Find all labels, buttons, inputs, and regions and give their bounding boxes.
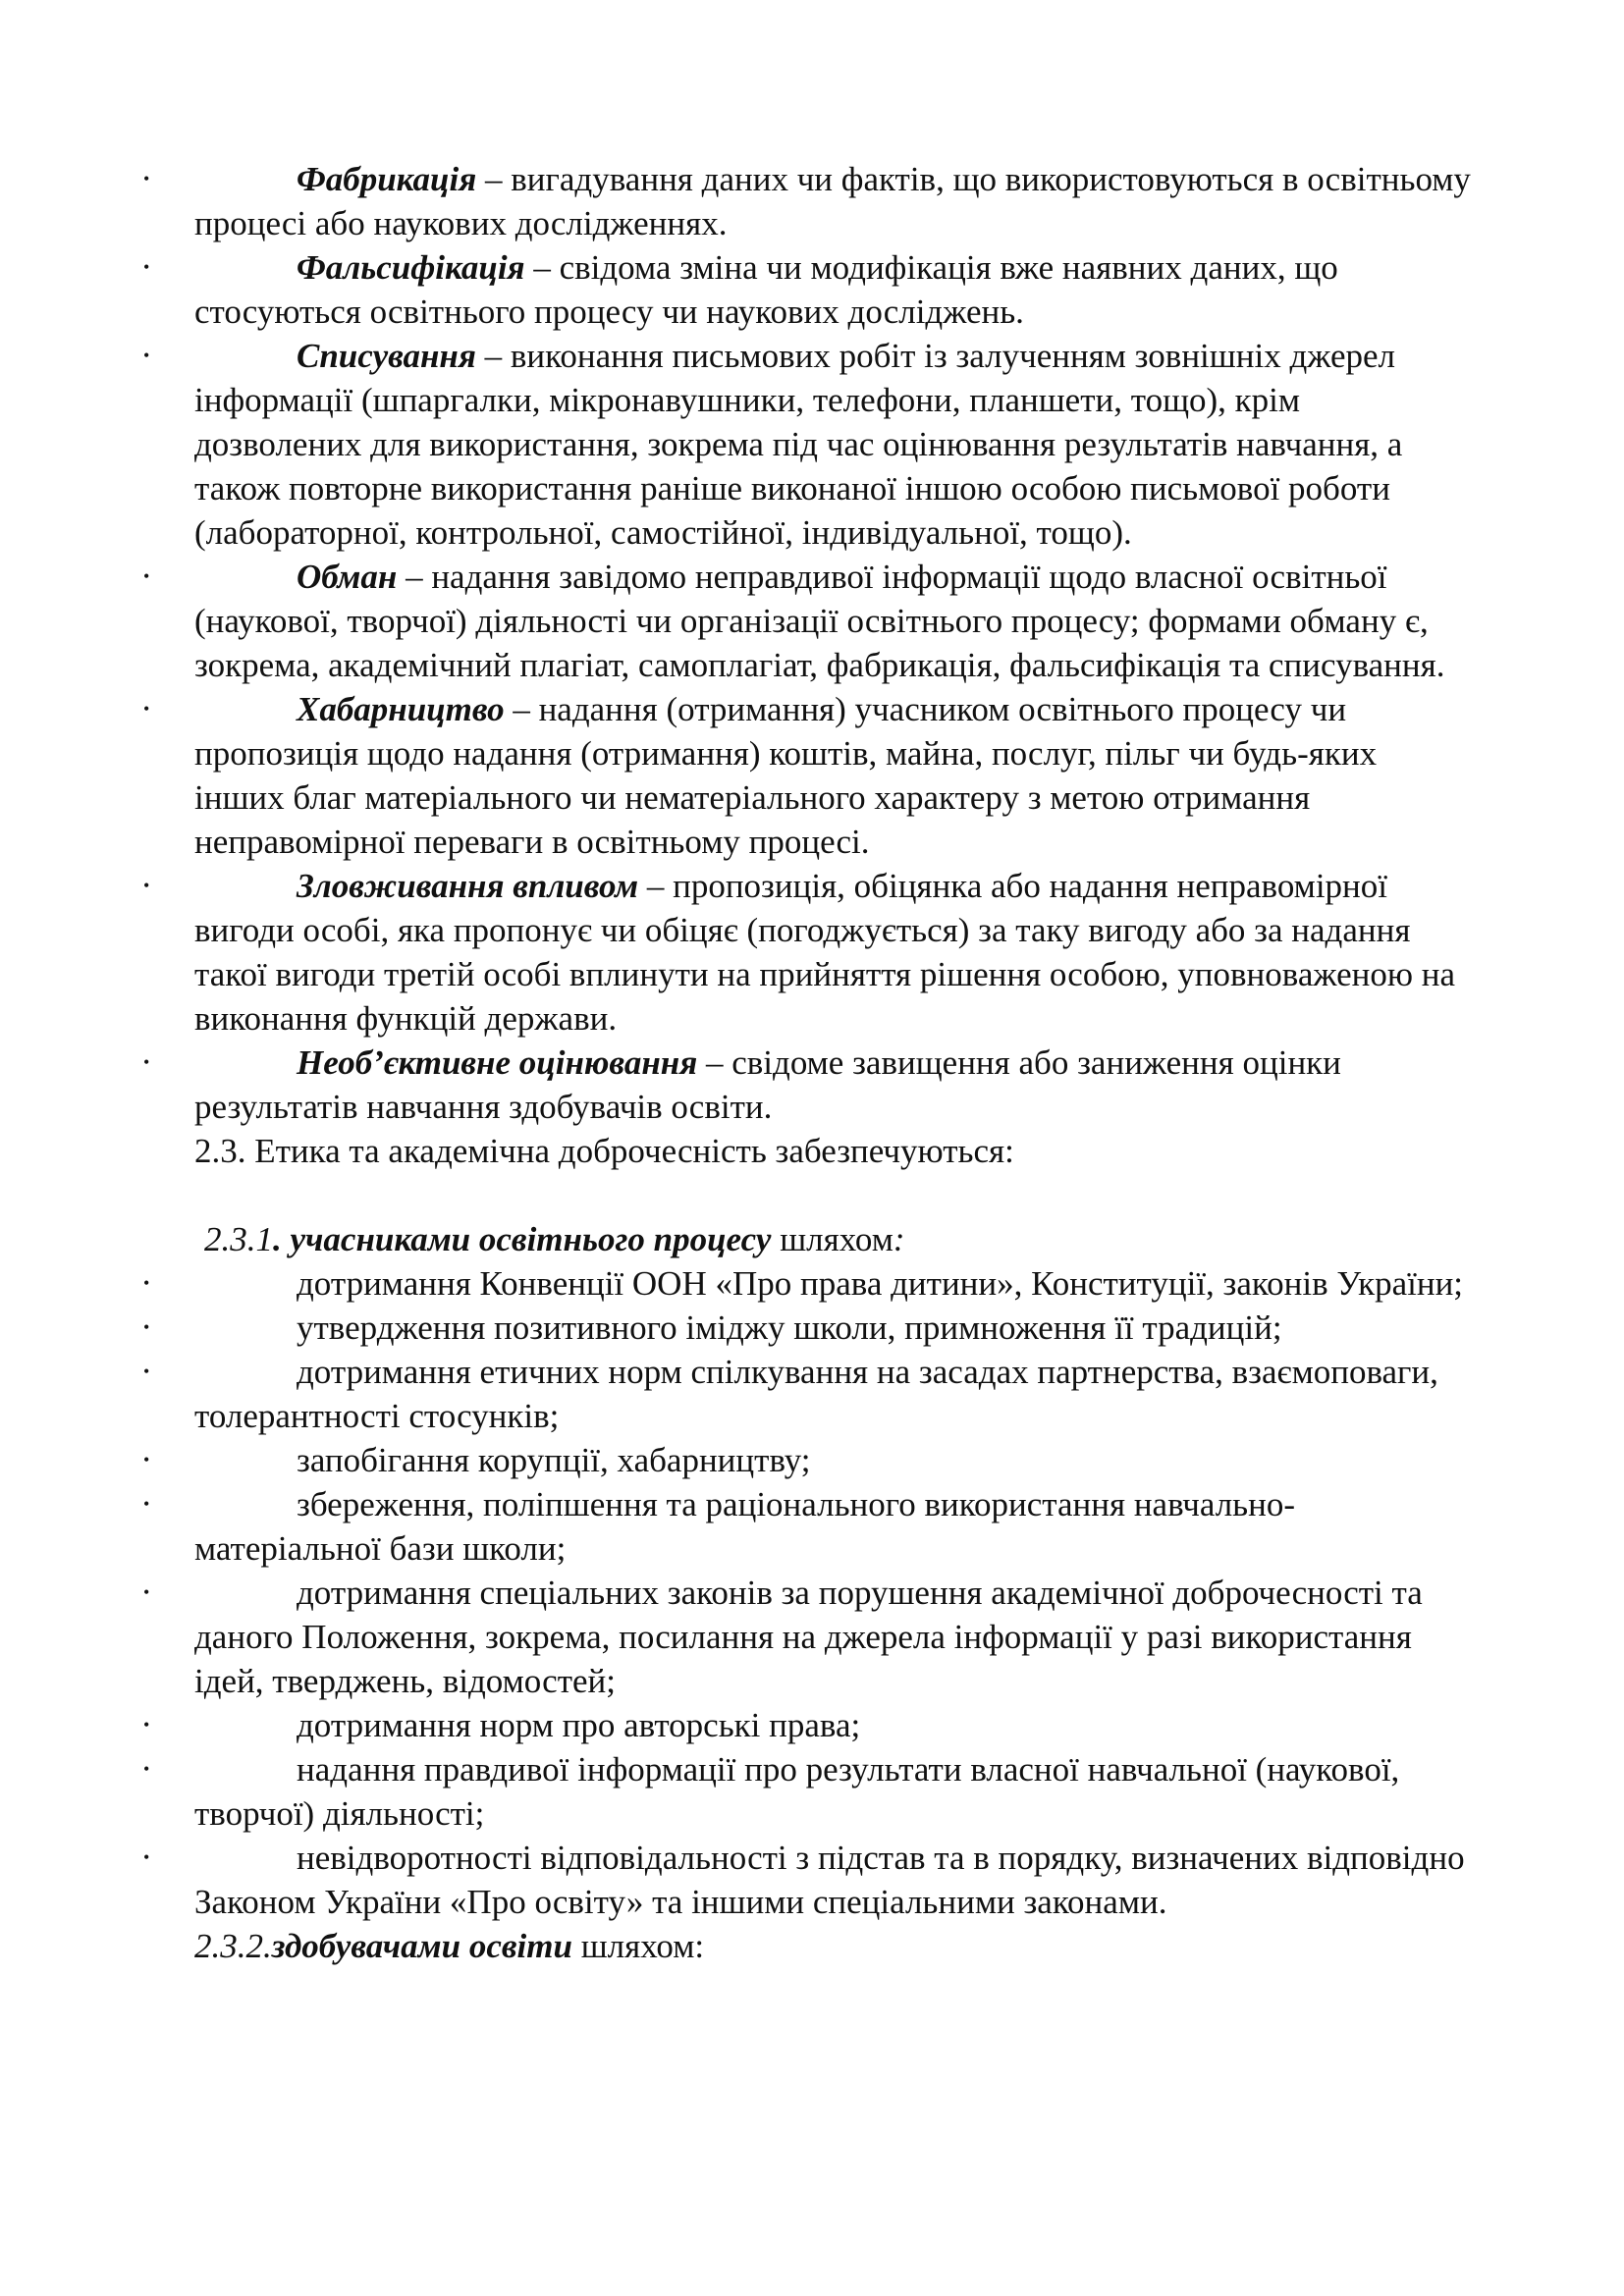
definition-item bbox=[143, 157, 1471, 245]
blank-line bbox=[194, 1173, 1471, 1217]
definition-term: Фабрикація bbox=[297, 160, 477, 198]
definition-separator: – bbox=[504, 690, 539, 728]
duty-item bbox=[143, 1747, 1471, 1836]
bullet-marker: • bbox=[143, 1582, 150, 1602]
definitions-list bbox=[143, 157, 1471, 1129]
definition-text: надання (отримання) учасником освітнього процесу чи пропозиція щодо надання (отримання) коштів, майна, послуг, пільг чи будь-яких інших благ матеріального чи нематеріального характеру з метою отримання неправомірної переваги в освітньому процесі. bbox=[194, 690, 1378, 861]
bullet-marker: • bbox=[143, 1317, 150, 1337]
subsection-colon: : bbox=[893, 1220, 905, 1258]
duty-item bbox=[143, 1571, 1471, 1703]
definition-item bbox=[143, 864, 1471, 1041]
definition-text: надання завідомо неправдивої інформації щодо власної освітньої (наукової, творчої) діяльності чи організації освітнього процесу; формами обману є, зокрема, академічний плагіат, самоплагіат, фабрикація, фальсифікація та списування. bbox=[194, 558, 1445, 684]
definition-separator: – bbox=[697, 1043, 732, 1082]
duty-item bbox=[143, 1703, 1471, 1747]
definition-item bbox=[143, 245, 1471, 334]
definition-term: Необ’єктивне оцінювання bbox=[297, 1043, 698, 1082]
duty-item bbox=[143, 1350, 1471, 1438]
definition-text: свідоме завищення або заниження оцінки результатів навчання здобувачів освіти. bbox=[194, 1043, 1341, 1126]
subsection-label: учасниками освітнього процесу bbox=[290, 1220, 772, 1258]
bullet-marker: • bbox=[143, 1362, 150, 1381]
definition-item bbox=[143, 555, 1471, 687]
definition-item bbox=[143, 687, 1471, 864]
definition-separator: – bbox=[638, 867, 674, 905]
subsection-label: здобувачами освіти bbox=[271, 1927, 572, 1965]
definition-text: виконання письмових робіт із залученням зовнішніх джерел інформації (шпаргалки, мікронавушники, телефони, планшети, тощо), крім дозволених для використання, зокрема під час оцінювання результатів навчання, а також повторне використання раніше виконаної іншою особою письмової роботи (лабораторної, контрольної, самостійної, індивідуальної, тощо). bbox=[194, 337, 1403, 552]
duty-item bbox=[143, 1482, 1471, 1571]
subsection-number: 2.3.2. bbox=[194, 1927, 272, 1965]
subsection-dot: . bbox=[273, 1220, 291, 1258]
duty-text: надання правдивої інформації про результати власної навчальної (наукової, творчої) діяльності; bbox=[194, 1750, 1400, 1833]
definition-separator: – bbox=[475, 337, 511, 375]
bullet-marker: • bbox=[143, 1052, 150, 1072]
participant-duties-list bbox=[143, 1261, 1471, 1924]
bullet-marker: • bbox=[143, 1494, 150, 1514]
bullet-marker: • bbox=[143, 257, 150, 277]
bullet-marker: • bbox=[143, 346, 150, 365]
bullet-marker: • bbox=[143, 1759, 150, 1779]
duty-text: невідворотності відповідальності з підстав та в порядку, визначених відповідно Законом України «Про освіту» та іншими спеціальними законами. bbox=[194, 1839, 1465, 1921]
definition-item bbox=[143, 334, 1471, 555]
duty-text: дотримання Конвенції ООН «Про права дитини», Конституції, законів України; bbox=[297, 1264, 1464, 1303]
subsection-number: 2.3.1 bbox=[204, 1220, 273, 1258]
definition-separator: – bbox=[397, 558, 432, 596]
section-2-3-heading: 2.3. Етика та академічна доброчесність забезпечуються: bbox=[194, 1132, 1014, 1170]
definition-term: Обман bbox=[297, 558, 398, 596]
definition-text: свідома зміна чи модифікація вже наявних даних, що стосуються освітнього процесу чи наукових досліджень. bbox=[194, 248, 1338, 331]
duty-text: дотримання спеціальних законів за порушення академічної доброчесності та даного Положення, зокрема, посилання на джерела інформації у разі використання ідей, тверджень, відомостей; bbox=[194, 1574, 1423, 1700]
duty-text: запобігання корупції, хабарництву; bbox=[297, 1441, 811, 1479]
duty-text: дотримання норм про авторські права; bbox=[297, 1706, 861, 1744]
bullet-marker: • bbox=[143, 1450, 150, 1469]
duty-item bbox=[143, 1438, 1471, 1482]
duty-text: дотримання етичних норм спілкування на засадах партнерства, взаємоповаги, толерантності стосунків; bbox=[194, 1353, 1438, 1435]
definition-term: Списування bbox=[297, 337, 476, 375]
bullet-marker: • bbox=[143, 1715, 150, 1735]
bullet-marker: • bbox=[143, 169, 150, 188]
bullet-marker: • bbox=[143, 1273, 150, 1293]
definition-text: пропозиція, обіцянка або надання неправомірної вигоди особі, яка пропонує чи обіцяє (погоджується) за таку вигоду або за надання такої вигоди третій особі вплинути на прийняття рішення особою, уповноваженою на виконання функцій держави. bbox=[194, 867, 1456, 1038]
bullet-marker: • bbox=[143, 699, 150, 719]
bullet-marker: • bbox=[143, 566, 150, 586]
subsection-2-3-2-heading bbox=[194, 1924, 1471, 1968]
definition-text: вигадування даних чи фактів, що використовуються в освітньому процесі або наукових дослідженнях. bbox=[194, 160, 1471, 242]
duty-item bbox=[143, 1836, 1471, 1924]
definition-term: Фальсифікація bbox=[297, 248, 525, 287]
subsection-2-3-1-heading bbox=[194, 1217, 1471, 1261]
duty-item bbox=[143, 1306, 1471, 1350]
definition-item bbox=[143, 1041, 1471, 1129]
definition-term: Зловживання впливом bbox=[297, 867, 639, 905]
document-body bbox=[143, 157, 1471, 1968]
bullet-marker: • bbox=[143, 1847, 150, 1867]
bullet-marker: • bbox=[143, 876, 150, 895]
subsection-suffix: шляхом: bbox=[571, 1927, 705, 1965]
definition-separator: – bbox=[524, 248, 560, 287]
duty-text: збереження, поліпшення та раціонального використання навчально-матеріальної бази школи; bbox=[194, 1485, 1296, 1568]
definition-term: Хабарництво bbox=[297, 690, 505, 728]
duty-text: утвердження позитивного іміджу школи, примноження її традицій; bbox=[297, 1308, 1282, 1347]
duty-item bbox=[143, 1261, 1471, 1306]
subsection-suffix: шляхом bbox=[771, 1220, 893, 1258]
definition-separator: – bbox=[476, 160, 512, 198]
